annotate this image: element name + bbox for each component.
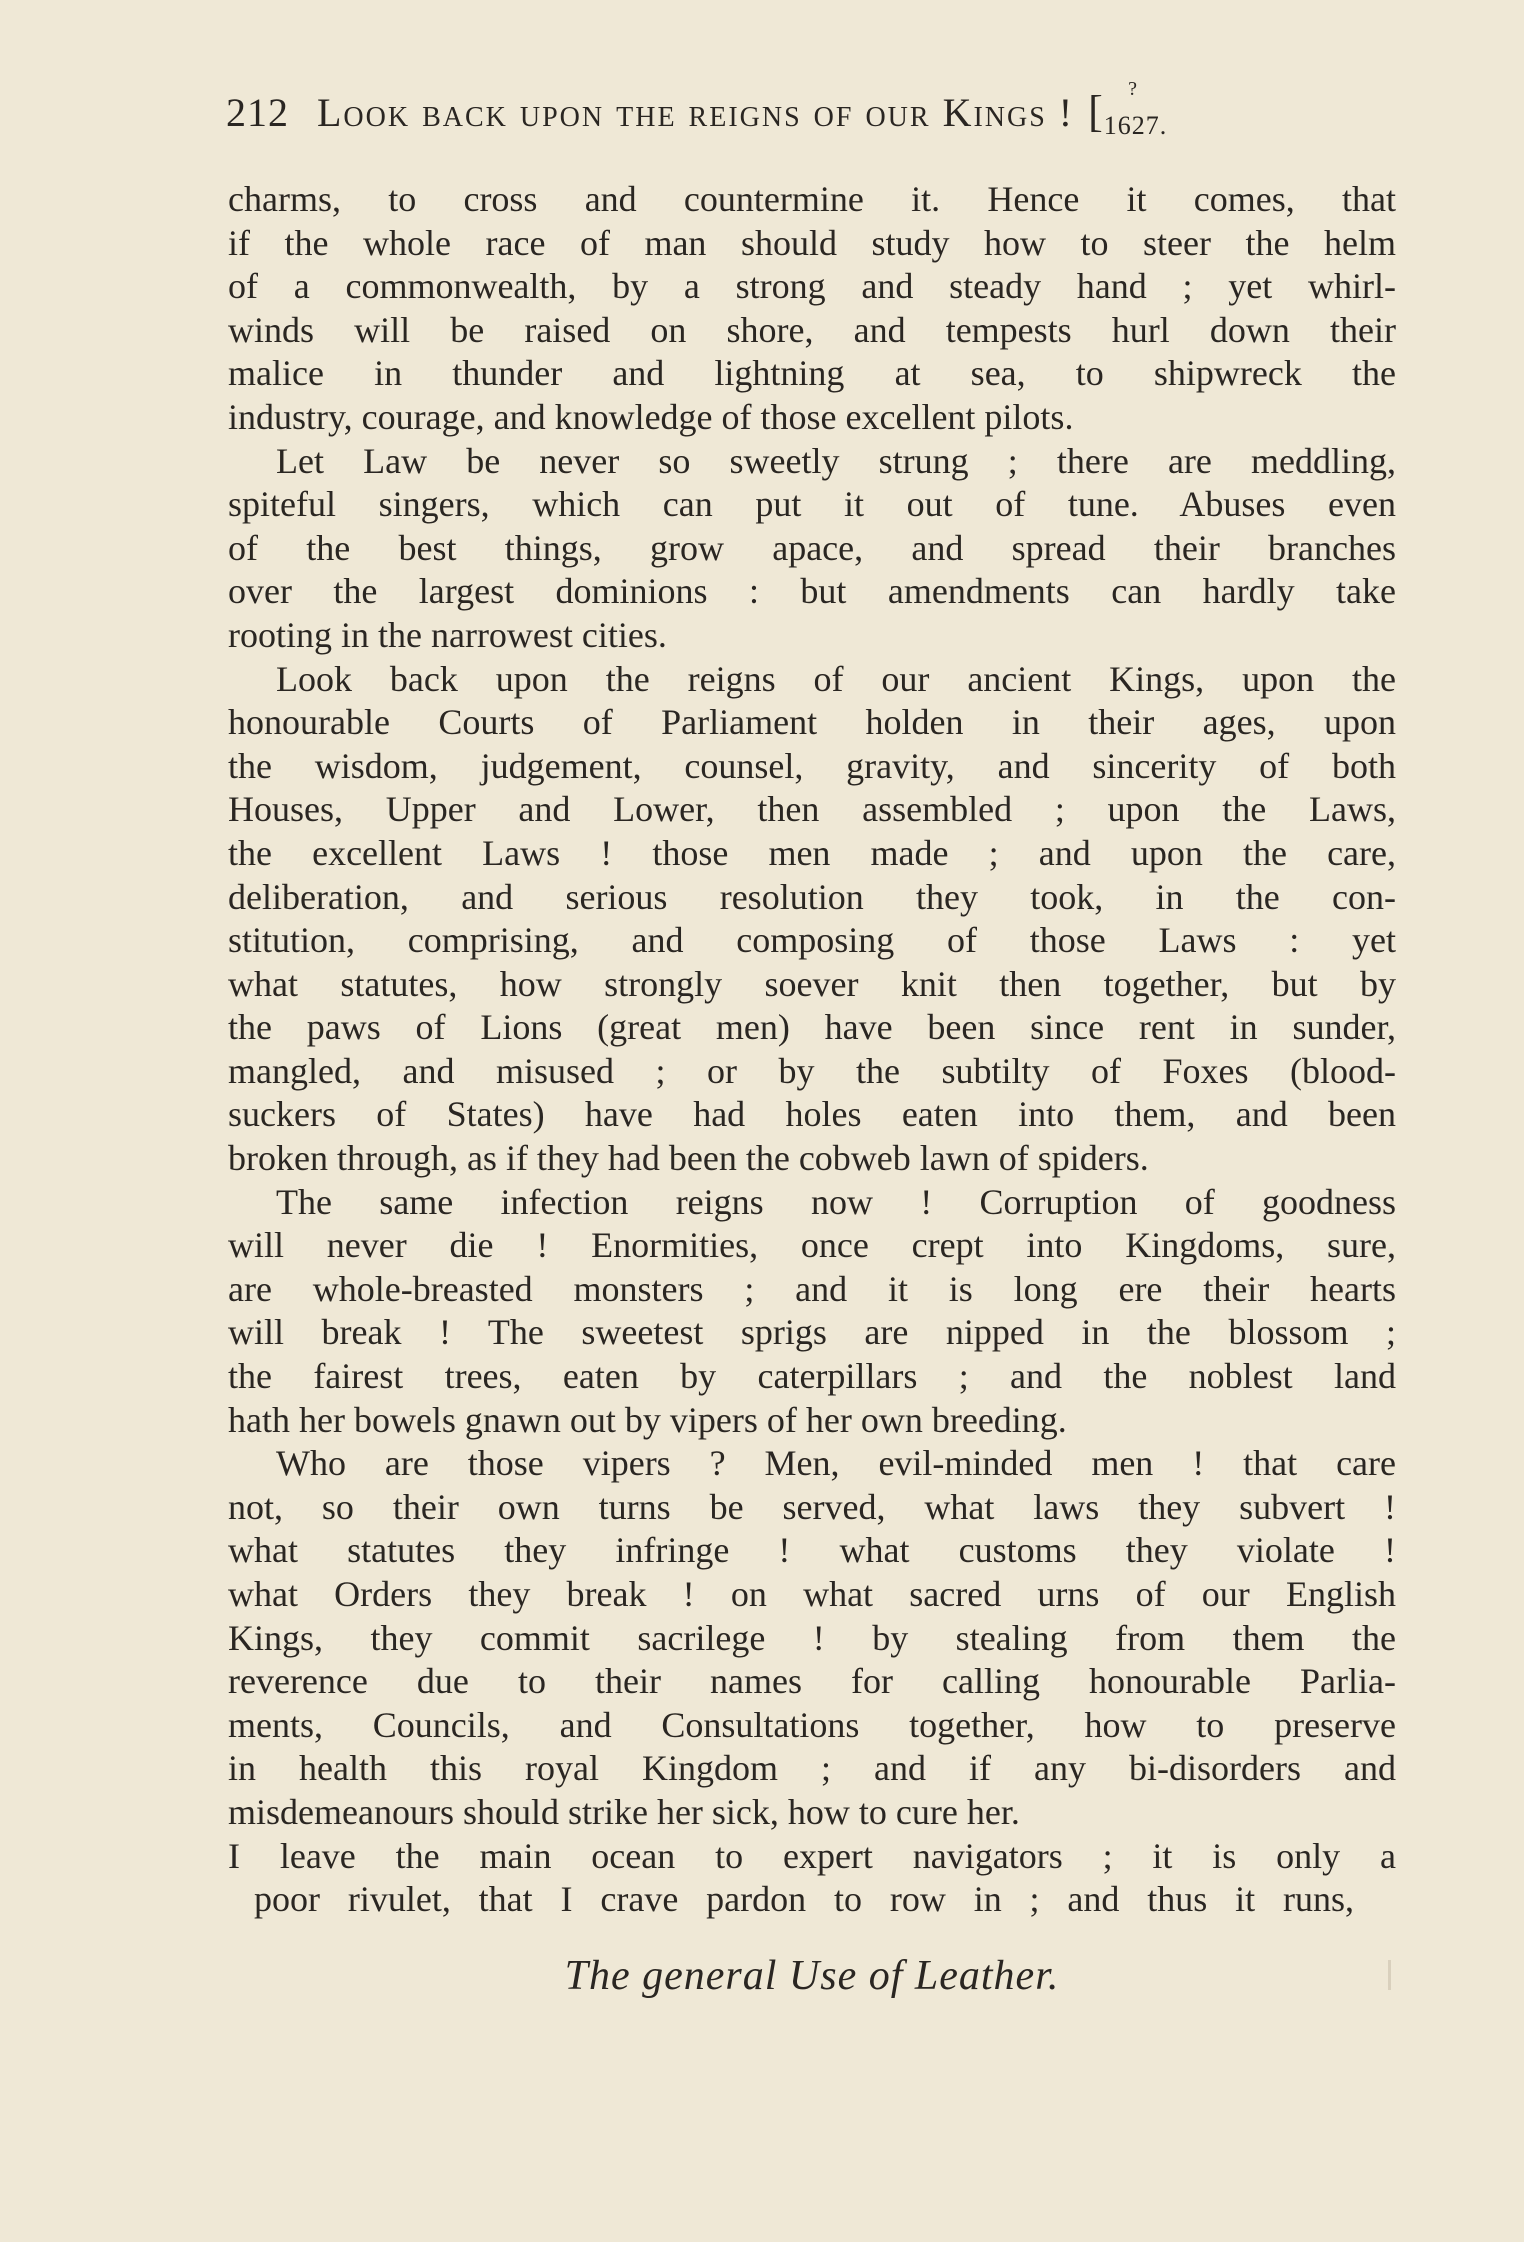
date-year: 1627.	[1103, 111, 1168, 140]
text-line: of a commonwealth, by a strong and steady hand ; yet whirl-	[228, 266, 1396, 307]
text-line: hath her bowels gnawn out by vipers of her own breeding.	[228, 1399, 1067, 1440]
text-line: mangled, and misused ; or by the subtilty of Foxes (blood-	[228, 1050, 1396, 1091]
text-line: the excellent Laws ! those men made ; and upon the care,	[228, 832, 1396, 873]
text-line: over the largest dominions : but amendments can hardly take	[228, 571, 1396, 612]
text-line: I leave the main ocean to expert navigators ; it is only a	[228, 1835, 1396, 1876]
body-text	[228, 178, 1396, 1922]
text-line: Houses, Upper and Lower, then assembled ; upon the Laws,	[228, 789, 1396, 830]
text-line: broken through, as if they had been the cobweb lawn of spiders.	[228, 1138, 1149, 1179]
text-line: ments, Councils, and Consultations together, how to preserve	[228, 1704, 1396, 1745]
text-line: the fairest trees, eaten by caterpillars ; and the noblest land	[228, 1356, 1396, 1397]
text-line: will break ! The sweetest sprigs are nipped in the blossom ;	[228, 1312, 1396, 1353]
section-heading: The general Use of Leather.	[564, 1953, 1060, 1999]
running-title: Look back upon the reigns of our Kings !	[317, 90, 1075, 135]
text-line: if the whole race of man should study how to steer the helm	[228, 222, 1396, 263]
text-line: are whole-breasted monsters ; and it is long ere their hearts	[228, 1268, 1396, 1309]
text-line: charms, to cross and countermine it. Hence it comes, that	[228, 179, 1396, 219]
text-line: in health this royal Kingdom ; and if any bi-disorders and	[228, 1748, 1396, 1789]
text-line: reverence due to their names for calling honourable Parlia-	[228, 1661, 1396, 1702]
text-line: Let Law be never so sweetly strung ; there are meddling,	[276, 440, 1396, 481]
text-line: winds will be raised on shore, and tempests hurl down their	[228, 309, 1396, 350]
text-line: misdemeanours should strike her sick, how to cure her.	[228, 1791, 1020, 1832]
text-line: Look back upon the reigns of our ancient Kings, upon the	[276, 658, 1396, 699]
text-line: not, so their own turns be served, what laws they subvert !	[228, 1486, 1396, 1527]
text-line: malice in thunder and lightning at sea, to shipwreck the	[228, 353, 1396, 394]
text-line: industry, courage, and knowledge of those excellent pilots.	[228, 396, 1074, 437]
date-bracket: [	[1088, 87, 1104, 136]
text-line: Who are those vipers ? Men, evil-minded men ! that care	[276, 1443, 1396, 1484]
text-line: poor rivulet, that I crave pardon to row in ; and thus it runs,	[254, 1879, 1354, 1920]
paper-mark	[1388, 1960, 1391, 1990]
text-line: The same infection reigns now ! Corruption of goodness	[276, 1181, 1396, 1222]
text-line: the paws of Lions (great men) have been since rent in sunder,	[228, 1007, 1396, 1048]
text-line: what statutes, how strongly soever knit then together, but by	[228, 963, 1396, 1004]
running-head	[226, 78, 1406, 146]
margin-date	[1088, 78, 1168, 140]
text-line: of the best things, grow apace, and spread their branches	[228, 527, 1396, 568]
text-line: rooting in the narrowest cities.	[228, 614, 667, 655]
text-line: will never die ! Enormities, once crept into Kingdoms, sure,	[228, 1225, 1396, 1266]
page-number: 212	[226, 90, 289, 135]
text-line: honourable Courts of Parliament holden in their ages, upon	[228, 702, 1396, 743]
text-line: deliberation, and serious resolution they took, in the con-	[228, 876, 1396, 917]
date-query-mark: ?	[1128, 78, 1139, 100]
text-line: the wisdom, judgement, counsel, gravity, and sincerity of both	[228, 745, 1396, 786]
text-line: what statutes they infringe ! what customs they violate !	[228, 1530, 1396, 1571]
text-line: spiteful singers, which can put it out of tune. Abuses even	[228, 484, 1396, 525]
text-line: what Orders they break ! on what sacred urns of our English	[228, 1574, 1396, 1614]
text-line: suckers of States) have had holes eaten into them, and been	[228, 1094, 1396, 1135]
text-line: Kings, they commit sacrilege ! by stealing from them the	[228, 1617, 1396, 1658]
text-line: stitution, comprising, and composing of those Laws : yet	[228, 920, 1396, 961]
